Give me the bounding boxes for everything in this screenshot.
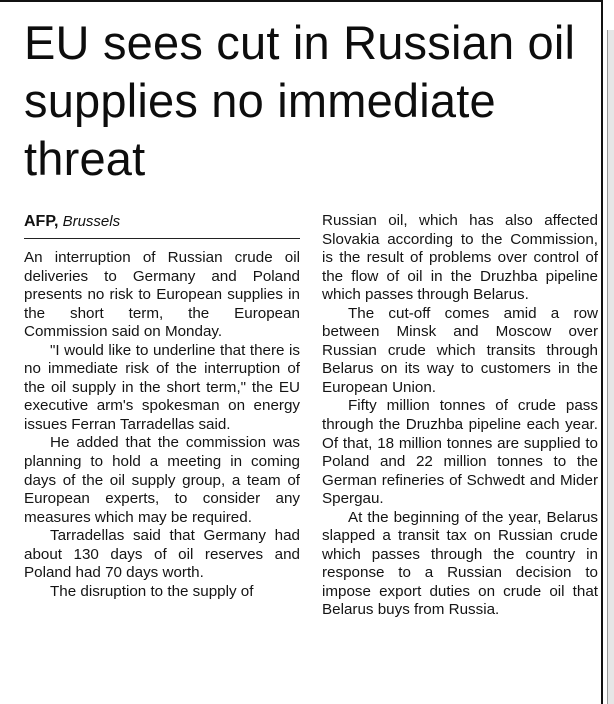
paragraph: An interruption of Russian crude oil deliveries to Germany and Poland presents no risk to European supplies in the short term, the European Commission said on Monday. xyxy=(24,249,300,341)
headline: EU sees cut in Russian oil supplies no immediate threat xyxy=(24,16,576,185)
paragraph: Tarradellas said that Germany had about 130 days of oil reserves and Poland had 70 days worth. xyxy=(24,527,300,582)
paragraph: He added that the commission was planning to hold a meeting in coming days of the oil supply group, a team of European experts, to consider any measures which may be required. xyxy=(24,434,300,526)
paragraph: At the beginning of the year, Belarus slapped a transit tax on Russian crude which passes through the country in response to a Russian decision to impose export duties on crude oil that Belarus buys from Russia. xyxy=(322,508,598,619)
paragraph: The disruption to the supply of xyxy=(50,582,254,600)
frame-right-border xyxy=(601,0,603,704)
paragraph: "I would like to underline that there is no immediate risk of the interruption of the oil supply in the short term," the EU executive arm's spokesman on energy issues Ferran Tarradellas said. xyxy=(24,341,300,433)
frame-top-border xyxy=(0,0,603,2)
byline-agency: AFP, xyxy=(24,213,59,230)
article-column-left xyxy=(24,249,300,601)
paragraph: Fifty million tonnes of crude pass through the Druzhba pipeline each year. Of that, 18 million tonnes are supplied to Poland and 22 million tonnes to the German refineries of Schwedt and Mider Spergau. xyxy=(322,397,598,508)
adjacent-column-edge xyxy=(607,30,614,704)
byline-place: Brussels xyxy=(62,213,121,230)
byline-rule xyxy=(24,238,300,239)
byline xyxy=(24,213,300,231)
article-column-right xyxy=(322,212,598,620)
paragraph: The cut-off comes amid a row between Minsk and Moscow over Russian crude which transits through Belarus on its way to customers in the European Union. xyxy=(322,304,598,396)
paragraph: Russian oil, which has also affected Slovakia according to the Commission, is the result of problems over control of the flow of oil in the Druzhba pipeline which passes through Belarus. xyxy=(322,212,598,304)
